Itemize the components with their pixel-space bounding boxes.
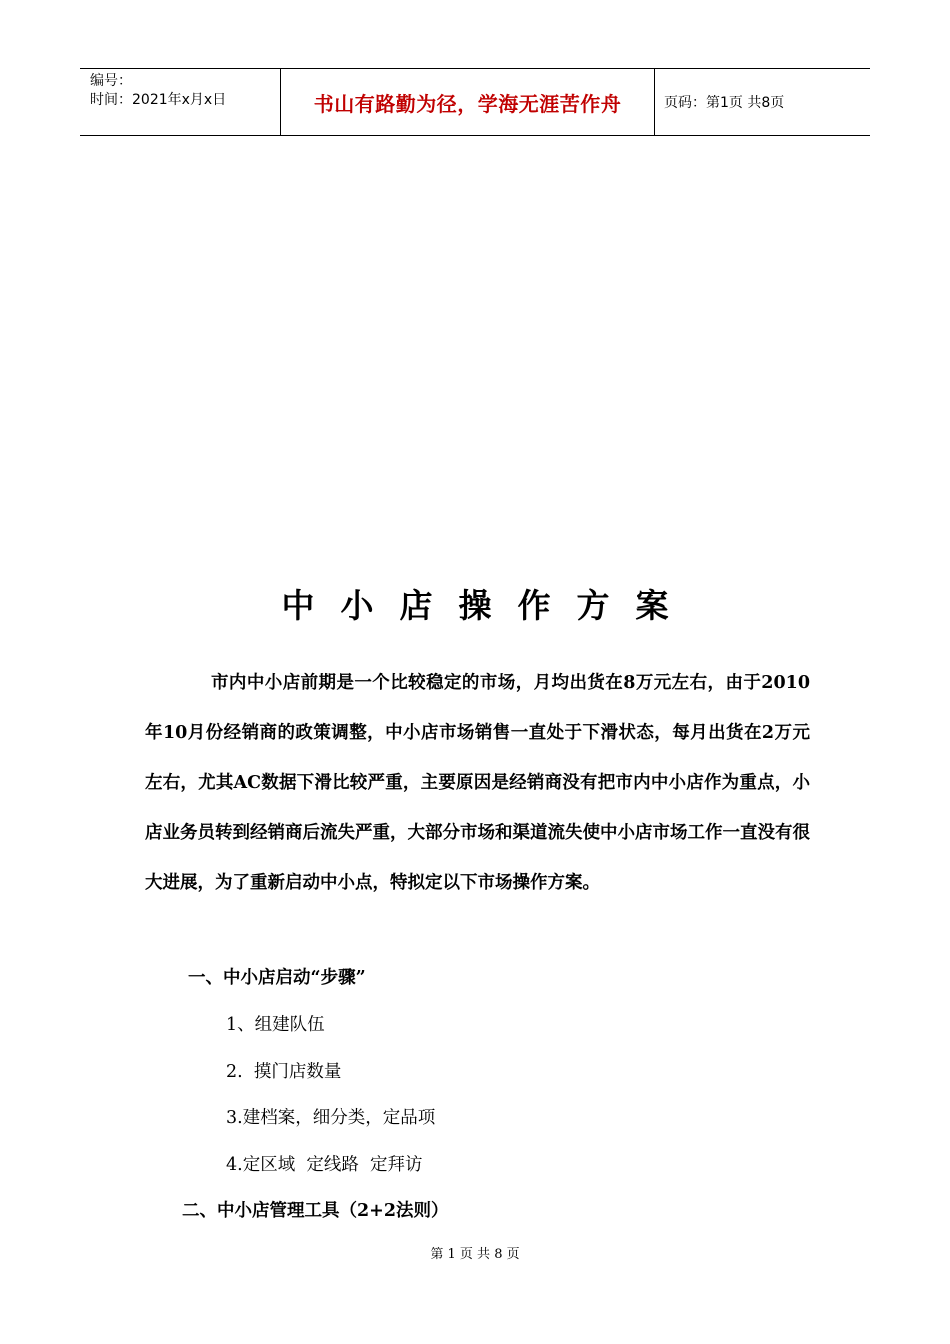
- header-page-info: 页码：第1页 共8页: [664, 95, 785, 111]
- page-footer: 第 1 页 共 8 页: [430, 1247, 520, 1262]
- document-number-label: 编号：: [90, 73, 132, 89]
- step-item-4: 4.定区域 定线路 定拜访: [226, 1155, 423, 1175]
- step-item-2: 2. 摸门店数量: [226, 1062, 342, 1082]
- document-header: [80, 68, 870, 136]
- header-meta-cell: [80, 69, 281, 135]
- document-title: 中小店操作方案: [281, 586, 695, 625]
- step-item-1: 1、组建队伍: [226, 1015, 325, 1035]
- document-time-label: 时间：2021年x月x日: [90, 92, 227, 108]
- intro-paragraph: 市内中小店前期是一个比较稳定的市场，月均出货在8万元左右，由于2010年10月份经销商的政策调整，中小店市场销售一直处于下滑状态，每月出货在2万元左右，尤其AC数据下滑比较严重，主要原因是经销商没有把市内中小店作为重点，小店业务员转到经销商后流失严重，大部分市场和渠道流失使中小店市场工作一直没有很大进展，为了重新启动中小点，特拟定以下市场操作方案。: [145, 673, 810, 893]
- step-item-3: 3.建档案，细分类，定品项: [226, 1108, 436, 1128]
- section-heading-1: 一、中小店启动“步骤”: [188, 968, 366, 988]
- section-heading-2: 二、中小店管理工具（2+2法则）: [182, 1201, 449, 1221]
- header-motto: 书山有路勤为径，学海无涯苦作舟: [281, 69, 655, 135]
